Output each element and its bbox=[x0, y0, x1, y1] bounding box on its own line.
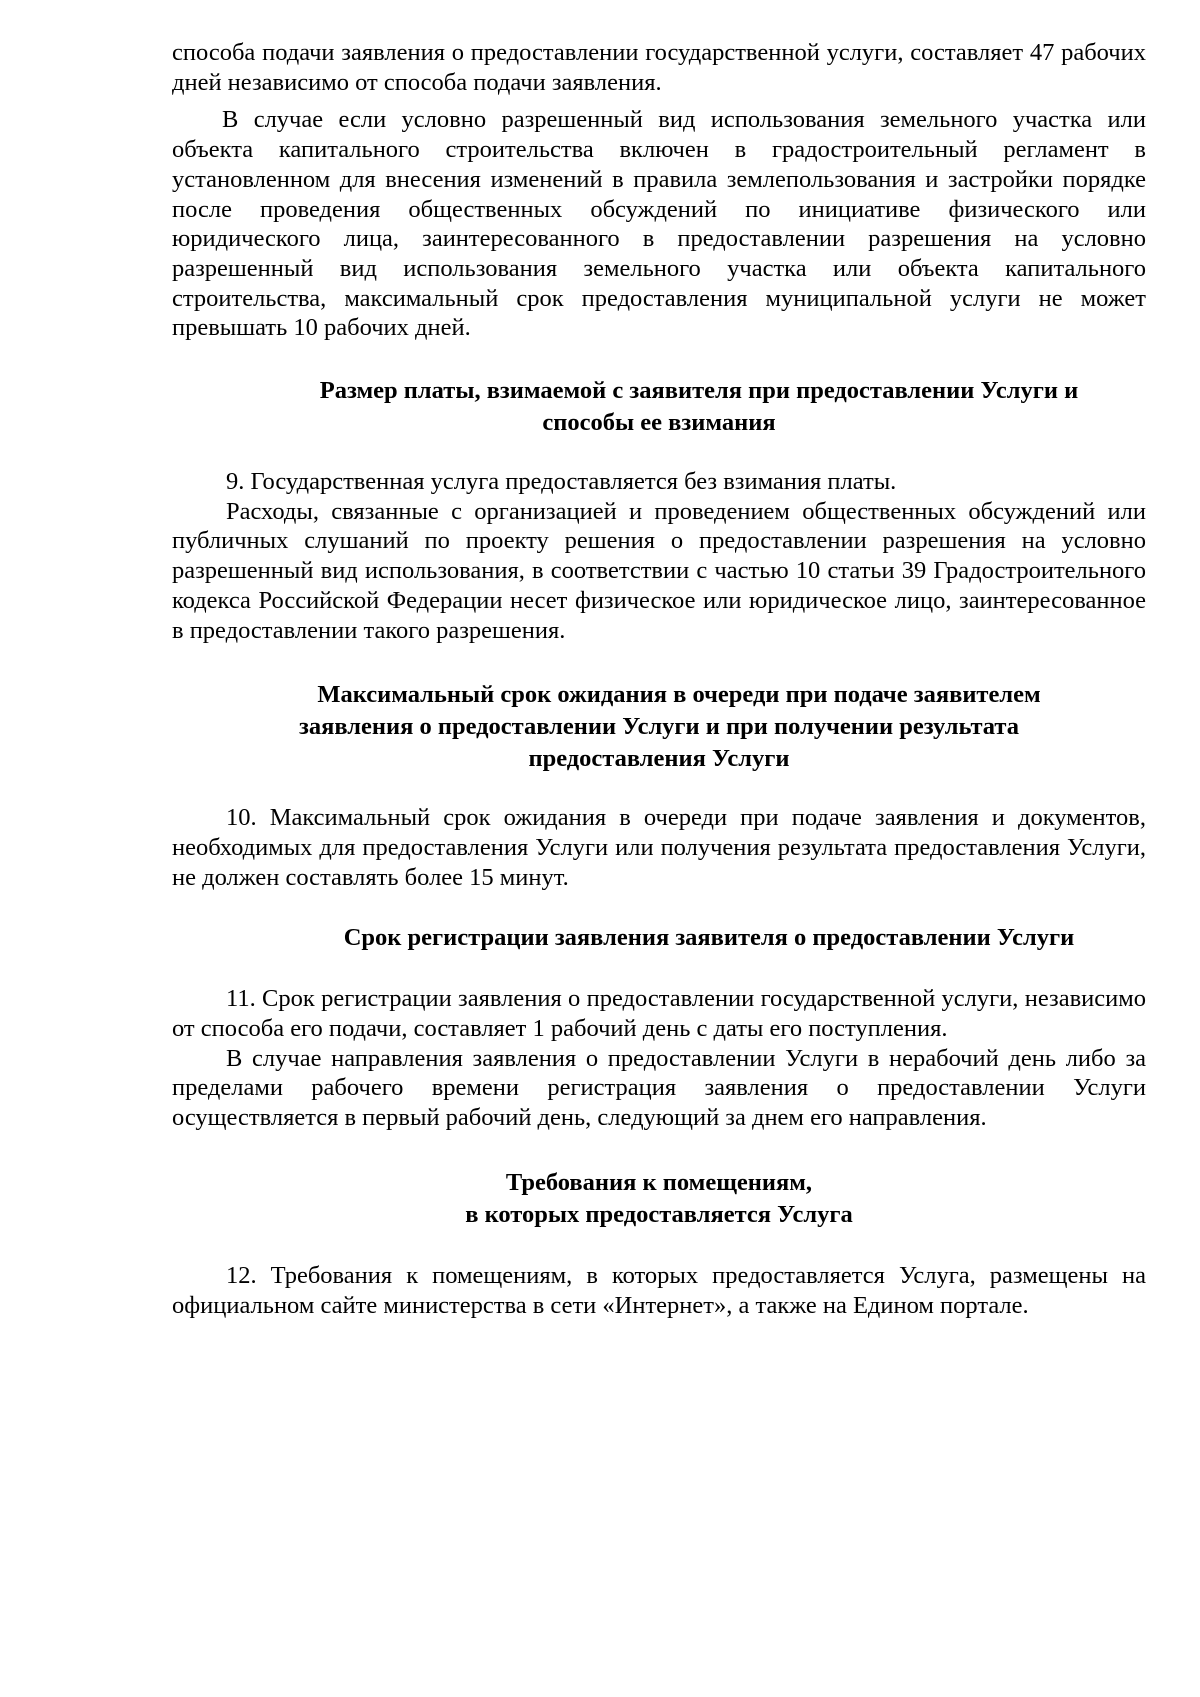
heading-registration bbox=[172, 922, 1146, 954]
paragraph-12: 12. Требования к помещениям, в которых предоставляется Услуга, размещены на официальном сайте министерства в сети «Интернет», а также на Едином портале. bbox=[172, 1261, 1146, 1319]
paragraph-11: 11. Срок регистрации заявления о предоставлении государственной услуги, независимо от способа его подачи, составляет 1 рабочий день с даты его поступления. bbox=[172, 985, 1146, 1043]
heading-queue-line2: заявления о предоставлении Услуги и при получении результата bbox=[298, 713, 1020, 741]
heading-queue-line1: Максимальный срок ожидания в очереди при подаче заявителем bbox=[317, 681, 1041, 709]
document-body bbox=[172, 38, 1146, 1320]
heading-queue bbox=[172, 679, 1146, 775]
paragraph-conditional-use: В случае если условно разрешенный вид использования земельного участка или объекта капитального строительства включен в градостроительный регламент в установленном для внесения изменений в правила землепользования и застройки порядке после проведения общественных обсуждений по инициативе физического или юридического лица, заинтересованного в предоставлении разрешения на условно разрешенный вид использования земельного участка или объекта капитального строительства, максимальный срок предоставления муниципальной услуги не может превышать 10 рабочих дней. bbox=[172, 106, 1146, 342]
heading-registration-text: Срок регистрации заявления заявителя о предоставлении Услуги bbox=[343, 924, 1075, 952]
paragraph-11-nonworking: В случае направления заявления о предоставлении Услуги в нерабочий день либо за пределами рабочего времени регистрация заявления о предоставлении Услуги осуществляется в первый рабочий день, следующий за днем его направления. bbox=[172, 1044, 1146, 1132]
heading-premises bbox=[172, 1167, 1146, 1231]
paragraph-9: 9. Государственная услуга предоставляется без взимания платы. bbox=[226, 468, 897, 496]
heading-fee-line1: Размер платы, взимаемой с заявителя при предоставлении Услуги и bbox=[319, 377, 1079, 405]
heading-fee bbox=[172, 375, 1146, 439]
heading-premises-line1: Требования к помещениям, bbox=[505, 1168, 813, 1196]
paragraph-9-expenses: Расходы, связанные с организацией и проведением общественных обсуждений или публичных слушаний по проекту решения о предоставлении разрешения на условно разрешенный вид использования, в соответствии с частью 10 статьи 39 Градостроительного кодекса Российской Федерации несет физическое или юридическое лицо, заинтересованное в предоставлении такого разрешения. bbox=[172, 497, 1146, 644]
heading-fee-line2: способы ее взимания bbox=[542, 409, 776, 437]
paragraph-10: 10. Максимальный срок ожидания в очереди при подаче заявления и документов, необходимых для предоставления Услуги или получения результата предоставления Услуги, не должен составлять более 15 минут. bbox=[172, 804, 1146, 891]
heading-queue-line3: предоставления Услуги bbox=[528, 745, 790, 773]
heading-premises-line2: в которых предоставляется Услуга bbox=[465, 1200, 853, 1228]
paragraph-intro: способа подачи заявления о предоставлении государственной услуги, составляет 47 рабочих дней независимо от способа подачи заявления. bbox=[172, 39, 1146, 96]
